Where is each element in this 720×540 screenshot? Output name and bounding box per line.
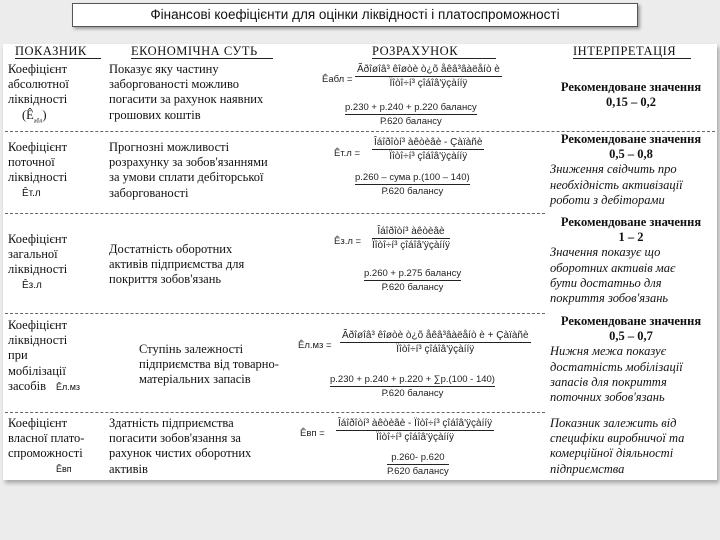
row-divider — [5, 412, 545, 413]
row2-calculation: р.260 – сума р.(100 – 140) Р.620 балансу — [355, 172, 470, 197]
row4-formula: Ãðîøîâ³ êîøòè ò¿õ åêâ³âàëåíò è + Çàïàñè Ïîòî÷í³ çîáîâ'ÿçàííÿ — [342, 330, 529, 355]
row1-name: Коефіцієнт абсолютної ліквідності $(Ê_{абл})$ — [8, 62, 69, 125]
row5-interpretation: Показник залежить від специфіки виробничої та комерційної діяльності підприємства — [550, 416, 685, 476]
row4-interpretation: Рекомендоване значення 0,5 – 0,7 Нижня межа показує достатність мобілізації запасів для покриття поточних зобов'язань — [550, 314, 702, 405]
page-title: Фінансові коефіцієнти для оцінки ліквідності і платоспроможності — [72, 3, 638, 27]
row3-essence: Достатність оборотних активів підприємства для покриття зобов'язань — [109, 242, 245, 287]
row3-interpretation: Рекомендоване значення 1 – 2 Значення показує що оборотних активів має бути достатньо для покриття зобов'язань — [550, 215, 702, 306]
header-calculation: РОЗРАХУНОК — [372, 44, 496, 59]
row5-name: Коефіцієнт власної плато- спроможності Êвп — [8, 416, 85, 474]
row3-name: Коефіцієнт загальної ліквідності Êз.л — [8, 232, 68, 291]
row1-calculation: р.230 + р.240 + р.220 балансу Р.620 балансу — [345, 102, 477, 127]
row1-interpretation: Рекомендоване значення 0,15 – 0,2 — [560, 80, 702, 110]
row1-essence: Показує яку частину заборгованості можливо погасити за рахунок наявних грошових коштів — [109, 62, 264, 122]
row2-interpretation: Рекомендоване значення 0,5 – 0,8 Зниження свідчить про необхідність активізації роботи з дебіторами — [550, 132, 702, 207]
row1-formula: Ãðîøîâ³ êîøòè ò¿õ åêâ³âàëåíò è Ïîòî÷í³ çîáîâ'ÿçàííÿ — [357, 64, 500, 89]
header-indicator: ПОКАЗНИК — [15, 44, 101, 59]
row-divider — [5, 313, 545, 314]
row5-essence: Здатність підприємства погасити зобов'язання за рахунок чистих оборотних активів — [109, 416, 252, 476]
row4-essence: Ступінь залежності підприємства від товарно- матеріальних запасів — [139, 342, 279, 387]
row2-name: Коефіцієнт поточної ліквідності Êт.л — [8, 140, 68, 199]
row2-formula: Îáîðîòí³ àêòèâè - Çàïàñè Ïîòî÷í³ çîáîâ'ÿçàííÿ — [374, 137, 483, 162]
row3-symbol: Êз.л = — [334, 236, 362, 247]
row4-symbol: Êл.мз = — [298, 340, 332, 351]
row3-formula: Îáîðîòí³ àêòèâè Ïîòî÷í³ çîáîâ'ÿçàííÿ — [372, 226, 450, 251]
row-divider — [5, 213, 545, 214]
row3-calculation: р.260 + р.275 балансу Р.620 балансу — [364, 268, 462, 293]
header-interpretation: ІНТЕРПРЕТАЦІЯ — [573, 44, 691, 59]
row2-essence: Прогнозні можливості розрахунку за зобов'язаннями за умови сплати дебіторської заборгованості — [109, 140, 268, 200]
row4-name: Коефіцієнт ліквідності при мобілізації засобів Êл.мз — [8, 318, 80, 393]
row5-formula: Îáîðîòí³ àêòèâè - Ïîòî÷í³ çîáîâ'ÿçàííÿ Ïîòî÷í³ çîáîâ'ÿçàííÿ — [338, 418, 493, 443]
row2-symbol: Êт.л = — [334, 148, 361, 159]
header-essence: ЕКОНОМІЧНА СУТЬ — [131, 44, 273, 59]
row4-calculation: р.230 + р.240 + р.220 + ∑р.(100 - 140) Р.620 балансу — [330, 374, 495, 399]
row5-symbol: Êвп = — [300, 428, 325, 439]
row5-calculation: р.260- р.620 Р.620 балансу — [387, 452, 449, 477]
row1-symbol: Êабл = — [322, 74, 353, 85]
